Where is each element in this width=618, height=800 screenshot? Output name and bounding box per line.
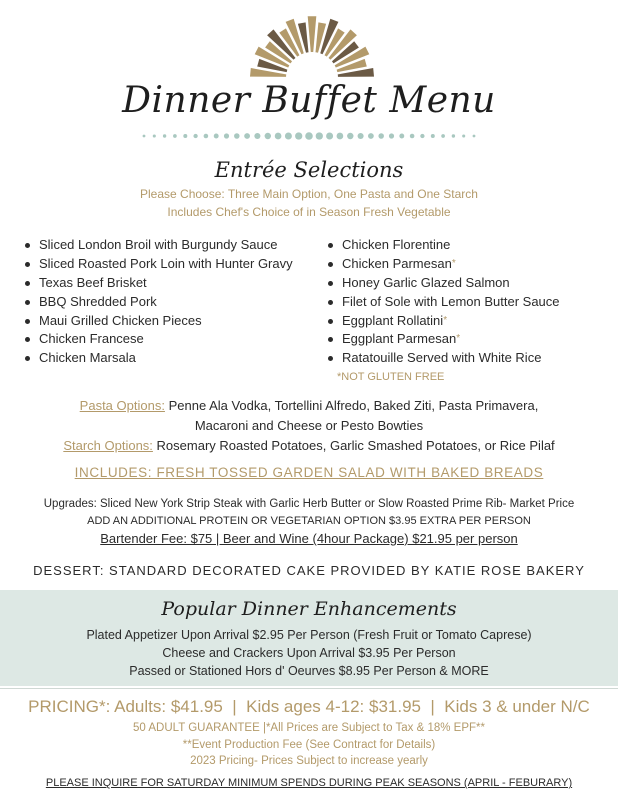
divider-dot (265, 133, 271, 139)
additional-protein-line: ADD AN ADDITIONAL PROTEIN OR VEGETARIAN OPTION $3.95 EXTRA PER PERSON (87, 515, 531, 527)
divider-dot (153, 134, 156, 137)
entree-list-right (325, 236, 560, 387)
divider-dot (244, 133, 250, 139)
pasta-options (0, 398, 618, 413)
divider-dot (183, 134, 187, 138)
divider-dot (305, 132, 313, 140)
guarantee-line: 50 ADULT GUARANTEE |*All Prices are Subject to Tax & 18% EPF** (133, 722, 485, 734)
divider-dot (452, 134, 455, 137)
divider-dot (326, 133, 333, 140)
starch-label: Starch Options: (63, 438, 153, 453)
entree-choose-text: Please Choose: Three Main Option, One Pasta and One Starch (140, 187, 478, 201)
divider-dot (254, 133, 260, 139)
bartender-fee: Bartender Fee: $75 | Beer and Wine (4hour Package) $21.95 per person (100, 531, 518, 546)
divider-dot (368, 133, 374, 139)
upgrades-line: Upgrades: Sliced New York Strip Steak with Garlic Herb Butter or Slow Roasted Prime Rib- Market Price (43, 498, 575, 510)
pasta-text-2: Macaroni and Cheese or Pesto Bowties (194, 418, 424, 433)
divider-dot (173, 134, 177, 138)
asterisk-mark: * (456, 333, 461, 345)
starch-options (0, 438, 618, 453)
divider-dot (441, 134, 445, 138)
divider-dot (316, 132, 323, 139)
entree-includes-text: Includes Chef's Choice of in Season Fresh Vegetable (167, 205, 451, 219)
divider-dot (275, 133, 282, 140)
divider-dot (431, 134, 435, 138)
divider-dot (389, 133, 394, 138)
gluten-note: *NOT GLUTEN FREE (337, 371, 445, 384)
divider-dot (204, 134, 209, 139)
dotted-divider (139, 131, 479, 141)
list-item: Texas Beef Brisket (22, 274, 293, 293)
divider-dot (224, 133, 229, 138)
list-item: BBQ Shredded Pork (22, 293, 293, 312)
enhancement-item: Passed or Stationed Hors d' Oeurves $8.95 Per Person & MORE (129, 664, 489, 678)
entree-heading: Entrée Selections (214, 158, 404, 182)
list-item: Maui Grilled Chicken Pieces (22, 312, 293, 331)
divider-dot (214, 134, 219, 139)
list-item: Honey Garlic Glazed Salmon (325, 274, 560, 293)
pricing-year-note: 2023 Pricing- Prices Subject to increase yearly (190, 755, 428, 767)
divider-dot (163, 134, 166, 137)
divider-dot (337, 133, 344, 140)
production-fee-line: **Event Production Fee (See Contract for Details) (182, 739, 436, 751)
divider-dot (473, 135, 476, 138)
list-item: Chicken Marsala (22, 349, 293, 368)
divider-dot (347, 133, 353, 139)
divider-dot (410, 134, 415, 139)
list-item: Ratatouille Served with White Rice (325, 349, 560, 368)
list-item: Filet of Sole with Lemon Butter Sauce (325, 293, 560, 312)
divider-dot (462, 134, 465, 137)
pasta-label: Pasta Options: (79, 398, 165, 413)
divider-dot (285, 133, 292, 140)
peak-season-note: PLEASE INQUIRE FOR SATURDAY MINIMUM SPENDS DURING PEAK SEASONS (APRIL - FEBURARY) (45, 777, 573, 789)
entree-list-left (22, 236, 293, 368)
pasta-text: Penne Ala Vodka, Tortellini Alfredo, Baked Ziti, Pasta Primavera, (168, 398, 539, 413)
asterisk-mark: * (443, 314, 448, 326)
divider-dot (420, 134, 424, 138)
includes-salad: INCLUDES: FRESH TOSSED GARDEN SALAD WITH BAKED BREADS (74, 465, 544, 480)
menu-title: Dinner Buffet Menu (122, 80, 496, 121)
list-item: Chicken Florentine (325, 236, 560, 255)
pricing-line: PRICING*: Adults: $41.95 | Kids ages 4-12: $31.95 | Kids 3 & under N/C (28, 697, 590, 716)
divider-dot (378, 133, 384, 139)
dessert-line: DESSERT: STANDARD DECORATED CAKE PROVIDED BY KATIE ROSE BAKERY (33, 563, 585, 578)
divider-dot (143, 135, 146, 138)
enhancements-heading: Popular Dinner Enhancements (161, 598, 457, 620)
list-item: Eggplant Parmesan* (325, 330, 560, 349)
starch-text: Rosemary Roasted Potatoes, Garlic Smashed Potatoes, or Rice Pilaf (156, 438, 555, 453)
asterisk-mark: * (451, 257, 456, 269)
list-item: Chicken Parmesan* (325, 255, 560, 274)
list-item: Sliced London Broil with Burgundy Sauce (22, 236, 293, 255)
enhancement-item: Plated Appetizer Upon Arrival $2.95 Per Person (Fresh Fruit or Tomato Caprese) (86, 628, 532, 642)
divider-dot (295, 132, 302, 139)
list-item: Eggplant Rollatini* (325, 312, 560, 331)
divider-dot (193, 134, 197, 138)
sunburst-logo (242, 10, 382, 80)
divider-dot (399, 134, 404, 139)
list-item: Sliced Roasted Pork Loin with Hunter Gravy (22, 255, 293, 274)
divider (0, 688, 618, 689)
divider-dot (358, 133, 364, 139)
list-item: Chicken Francese (22, 330, 293, 349)
enhancement-item: Cheese and Crackers Upon Arrival $3.95 Per Person (162, 646, 456, 660)
divider-dot (234, 133, 240, 139)
sun-ray-shape (308, 16, 317, 56)
